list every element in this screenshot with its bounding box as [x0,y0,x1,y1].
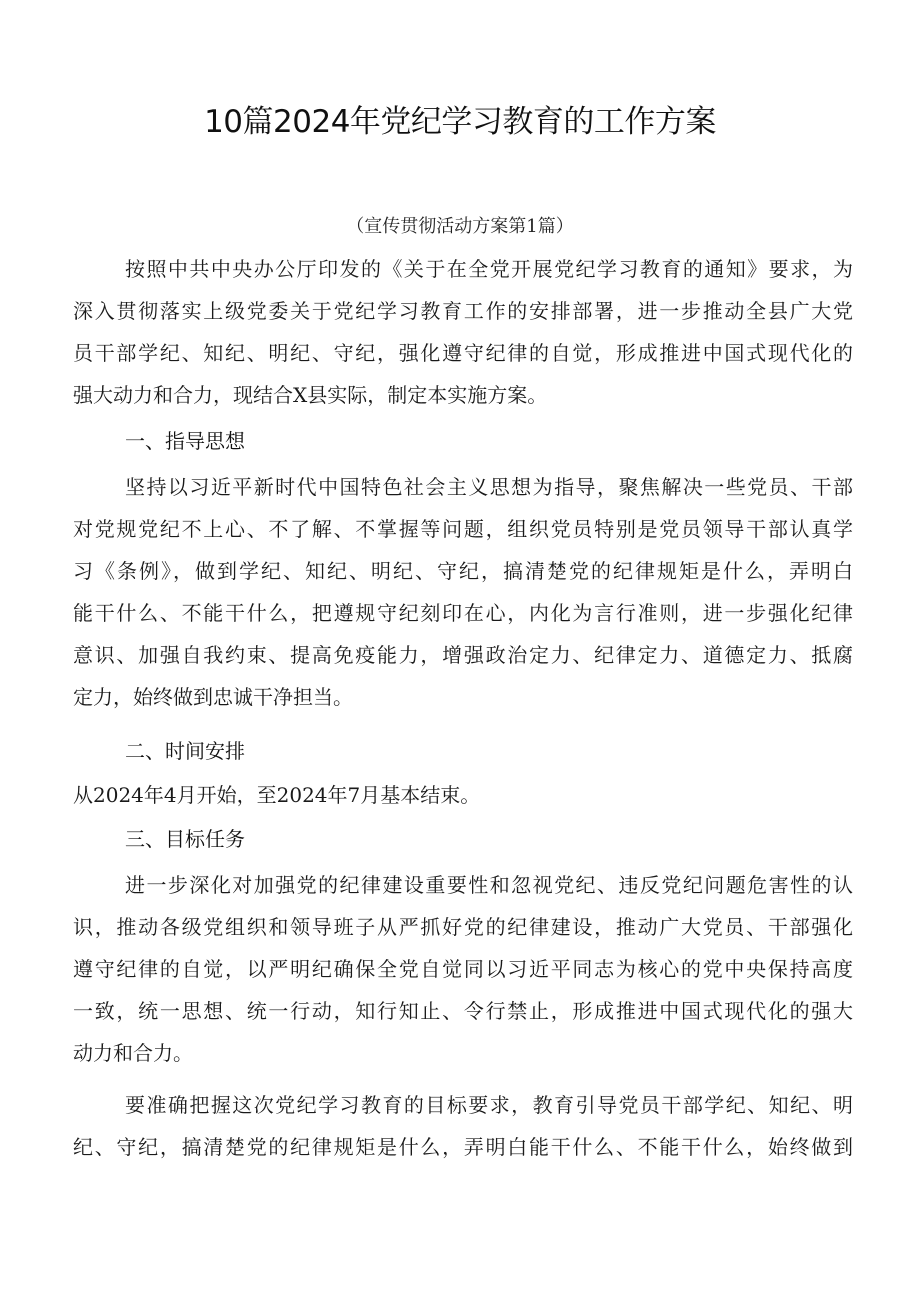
section-heading-guiding-ideology: 一、指导思想 [125,429,245,453]
intro-line: 按照中共中央办公厅印发的《关于在全党开展党纪学习教育的通知》要求，为 [125,257,853,281]
section1-line: 意识、加强自我约束、提高免疫能力，增强政治定力、纪律定力、道德定力、抵腐 [73,643,853,667]
section1-line: 定力，始终做到忠诚干净担当。 [73,685,353,709]
section1-line: 坚持以习近平新时代中国特色社会主义思想为指导，聚焦解决一些党员、干部 [125,475,853,499]
intro-line: 强大动力和合力，现结合X县实际，制定本实施方案。 [73,383,548,407]
section3-line: 进一步深化对加强党的纪律建设重要性和忽视党纪、违反党纪问题危害性的认 [125,873,853,897]
document-subtitle: （宣传贯彻活动方案第1篇） [346,216,574,237]
section2-line: 从2024年4月开始，至2024年7月基本结束。 [73,783,481,807]
document-title: 10篇2024年党纪学习教育的工作方案 [204,104,716,140]
section-heading-objectives: 三、目标任务 [125,827,245,851]
section1-line: 对党规党纪不上心、不了解、不掌握等问题，组织党员特别是党员领导干部认真学 [73,517,853,541]
section3-line: 识，推动各级党组织和领导班子从严抓好党的纪律建设，推动广大党员、干部强化 [73,915,853,939]
section3-line: 动力和合力。 [73,1041,193,1065]
section3-line: 一致，统一思想、统一行动，知行知止、令行禁止，形成推进中国式现代化的强大 [73,999,853,1023]
section3-para2-line: 要准确把握这次党纪学习教育的目标要求，教育引导党员干部学纪、知纪、明 [125,1093,853,1117]
intro-line: 员干部学纪、知纪、明纪、守纪，强化遵守纪律的自觉，形成推进中国式现代化的 [73,341,853,365]
section3-line: 遵守纪律的自觉，以严明纪确保全党自觉同以习近平同志为核心的党中央保持高度 [73,957,853,981]
section1-line: 能干什么、不能干什么，把遵规守纪刻印在心，内化为言行准则，进一步强化纪律 [73,601,853,625]
intro-line: 深入贯彻落实上级党委关于党纪学习教育工作的安排部署，进一步推动全县广大党 [73,299,853,323]
section-heading-schedule: 二、时间安排 [125,739,245,763]
section1-line: 习《条例》，做到学纪、知纪、明纪、守纪，搞清楚党的纪律规矩是什么，弄明白 [73,559,853,583]
section3-para2-line: 纪、守纪，搞清楚党的纪律规矩是什么，弄明白能干什么、不能干什么，始终做到 [73,1135,853,1159]
